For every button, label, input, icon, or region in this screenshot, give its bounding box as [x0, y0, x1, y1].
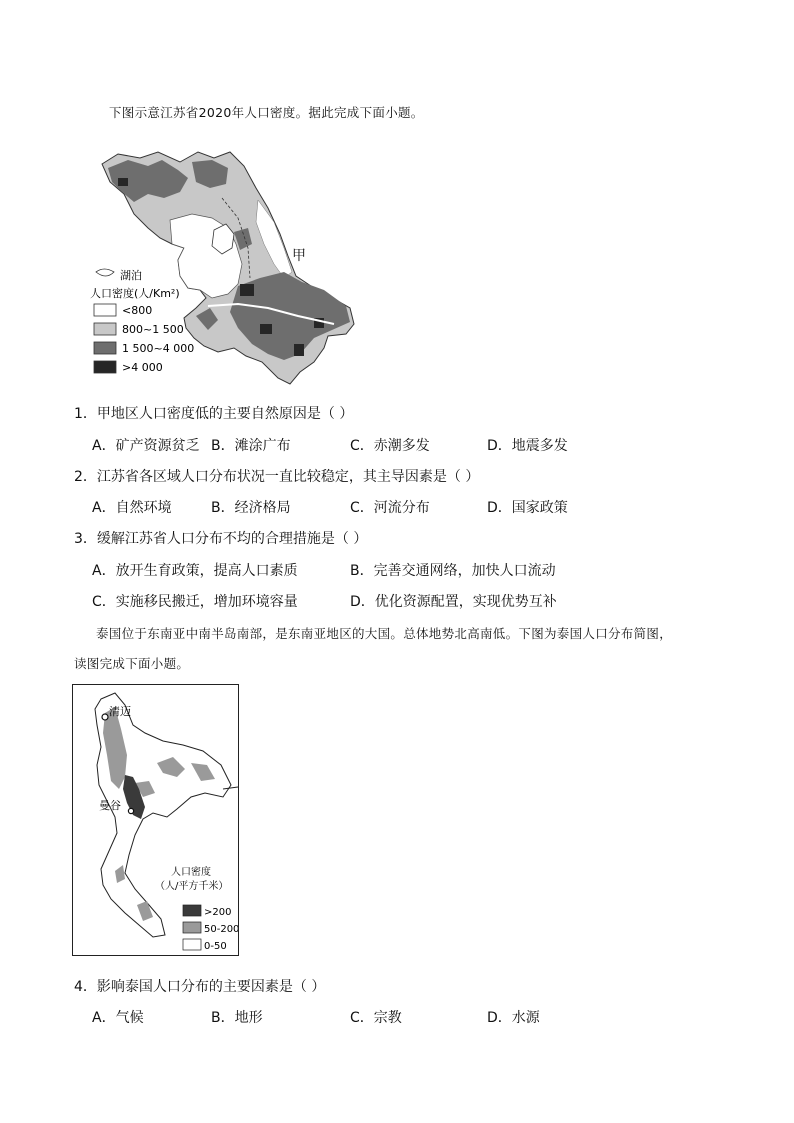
lake-legend-label: 湖泊 [120, 269, 142, 282]
question-1-stem: 1．甲地区人口密度低的主要自然原因是（ ） [74, 406, 354, 422]
thailand-density-map [73, 685, 238, 955]
lake-legend-symbol [96, 269, 114, 276]
map2-legend-label-3: 0-50 [204, 941, 227, 952]
q4-option-d[interactable]: D．水源 [487, 1010, 540, 1026]
q3-option-a[interactable]: A．放开生育政策，提高人口素质 [92, 563, 298, 579]
legend-swatch-1 [94, 304, 116, 316]
density-spot-1 [118, 178, 128, 186]
question-3-stem: 3．缓解江苏省人口分布不均的合理措施是（ ） [74, 531, 368, 547]
map2-legend-label-1: >200 [204, 907, 232, 918]
q3-option-d[interactable]: D．优化资源配置，实现优势互补 [350, 594, 557, 610]
map1-legend [90, 268, 194, 374]
q3-option-c[interactable]: C．实施移民搬迁，增加环境容量 [92, 594, 298, 610]
q4-option-b[interactable]: B．地形 [211, 1010, 263, 1026]
map2-legend-title: 人口密度 [171, 867, 211, 878]
legend-label-4: >4 000 [122, 361, 163, 374]
legend-swatch-2 [94, 323, 116, 335]
chiang-mai-marker [102, 714, 108, 720]
q1-option-b[interactable]: B．滩涂广布 [211, 438, 291, 454]
question-2-stem: 2．江苏省各区域人口分布状况一直比较稳定，其主导因素是（ ） [74, 469, 480, 485]
density-spot-4 [294, 344, 304, 356]
q1-option-c[interactable]: C．赤潮多发 [350, 438, 430, 454]
legend-swatch-3 [94, 342, 116, 354]
q4-option-c[interactable]: C．宗教 [350, 1010, 402, 1026]
intro-text-jiangsu: 下图示意江苏省2020年人口密度。据此完成下面小题。 [109, 105, 424, 120]
density-spot-3 [260, 324, 272, 334]
question-4-stem: 4．影响泰国人口分布的主要因素是（ ） [74, 979, 326, 995]
map2-legend-swatch-1 [183, 905, 201, 916]
legend-label-2: 800~1 500 [122, 323, 184, 336]
map2-legend-unit: （人/平方千米） [155, 881, 229, 892]
city-label-bangkok: 曼谷 [99, 799, 121, 812]
q3-option-b[interactable]: B．完善交通网络，加快人口流动 [350, 563, 556, 579]
intro-text-thailand-line2: 读图完成下面小题。 [74, 656, 190, 671]
bangkok-marker [128, 808, 133, 813]
map2-legend-swatch-3 [183, 939, 201, 950]
region-label-jia: 甲 [292, 248, 306, 264]
q1-option-d[interactable]: D．地震多发 [487, 438, 568, 454]
map2-legend-label-2: 50-200 [204, 924, 238, 935]
legend-label-1: <800 [122, 304, 153, 317]
q2-option-d[interactable]: D．国家政策 [487, 500, 568, 516]
q2-option-b[interactable]: B．经济格局 [211, 500, 291, 516]
q2-option-c[interactable]: C．河流分布 [350, 500, 430, 516]
map2-legend-swatch-2 [183, 922, 201, 933]
q4-option-a[interactable]: A．气候 [92, 1010, 144, 1026]
city-label-chiang-mai: 清迈 [109, 705, 131, 718]
legend-label-3: 1 500~4 000 [122, 342, 195, 355]
jiangsu-density-map [88, 148, 360, 388]
q2-option-a[interactable]: A．自然环境 [92, 500, 172, 516]
map1-legend-title: 人口密度(人/Km²) [90, 287, 180, 300]
intro-text-thailand-line1: 泰国位于东南亚中南半岛南部，是东南亚地区的大国。总体地势北高南低。下图为泰国人口分布简图， [96, 626, 673, 641]
density-spot-2 [240, 284, 254, 296]
q1-option-a[interactable]: A．矿产资源贫乏 [92, 438, 200, 454]
legend-swatch-4 [94, 361, 116, 373]
thailand-density-map-frame [72, 684, 239, 956]
